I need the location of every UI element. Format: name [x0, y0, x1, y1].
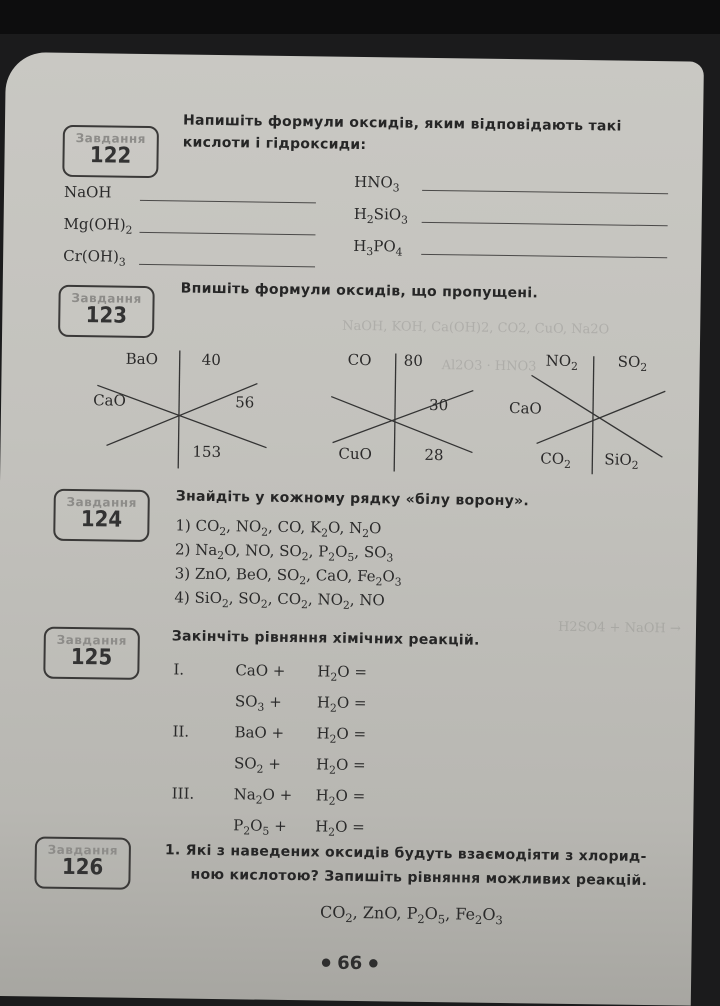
- cross-1-right: 56: [235, 393, 255, 412]
- cross-2-right: 30: [428, 395, 449, 415]
- equation-reactant: BaO +: [234, 723, 285, 742]
- roman-numeral: III.: [171, 784, 195, 803]
- equation-reactant: $SO_3$ +: [234, 692, 282, 714]
- oxide-row: 3) ZnO, BeO, $SO_2$, CaO, $Fe_2O_3$: [174, 564, 402, 589]
- show-through-text: Al2O3 · HNO3: [441, 358, 537, 375]
- cross-3-top-right: $SO_2$: [617, 352, 648, 374]
- cross-3-top-left: $NO_2$: [545, 351, 579, 374]
- cross-2-bottom-left: CuO: [338, 444, 372, 464]
- answer-line[interactable]: [422, 190, 668, 194]
- task-124-title: Знайдіть у кожному рядку «білу ворону».: [175, 488, 530, 510]
- answer-line[interactable]: [139, 232, 315, 235]
- equation-reactant: $Na_2O$ +: [233, 785, 293, 807]
- acid-formula: $HNO_3$: [354, 172, 400, 195]
- textbook-page: [0, 52, 704, 1006]
- cross-2-bottom-right: 28: [424, 445, 444, 465]
- cross-1-bottom-right: 153: [192, 442, 222, 462]
- cross-3-diagonal-line: [537, 389, 666, 445]
- base-formula: NaOH: [63, 182, 112, 202]
- equation-reactant: $P_2O_5$ +: [233, 816, 287, 838]
- task-126-oxides: $CO_2$, ZnO, $P_2O_5$, $Fe_2O_3$: [319, 902, 503, 928]
- cross-2-top-right: 80: [403, 351, 423, 370]
- task-badge-124: Завдання 124: [53, 489, 150, 542]
- page-number: ● 66 ●: [321, 952, 379, 975]
- equation-water: $H_2O$ =: [315, 786, 366, 808]
- task-badge-125: Завдання 125: [43, 627, 140, 680]
- roman-numeral: II.: [172, 722, 190, 741]
- task-125-title: Закінчіть рівняння хімічних реакцій.: [171, 628, 480, 649]
- cross-3-vertical-line: [592, 356, 594, 474]
- cross-1-top-left: BaO: [125, 349, 159, 369]
- oxide-row: 4) SiO$_2$, $SO_2$, $CO_2$, $NO_2$, NO: [174, 588, 385, 612]
- answer-line[interactable]: [139, 264, 315, 267]
- oxide-row: 1) $CO_2$, $NO_2$, CO, $K_2O$, $N_2O$: [175, 516, 382, 541]
- cross-3-bottom-left: $CO_2$: [540, 449, 572, 471]
- task-badge-122: Завдання 122: [62, 125, 159, 178]
- equation-reactant: CaO +: [235, 661, 286, 680]
- cross-3-bottom-right: SiO$_2$: [604, 450, 639, 472]
- cross-1-vertical-line: [178, 350, 180, 468]
- equation-water: $H_2O$ =: [315, 755, 366, 777]
- answer-line[interactable]: [140, 200, 316, 203]
- page-number-dot-right: ●: [368, 956, 379, 970]
- base-formula: $Mg(OH)_2$: [63, 214, 133, 237]
- equation-water: $H_2O$ =: [317, 662, 368, 684]
- cross-3-diagonal-line: [530, 375, 663, 457]
- dark-top-bar: [0, 0, 720, 34]
- answer-line[interactable]: [421, 254, 667, 258]
- cross-2-top-left: CO: [347, 350, 372, 370]
- page-number-dot-left: ●: [321, 955, 332, 969]
- answer-line[interactable]: [422, 222, 668, 226]
- task-123-title: Впишіть формули оксидів, що пропущені.: [180, 280, 539, 302]
- show-through-text: H2SO4 + NaOH →: [557, 619, 681, 637]
- equation-water: $H_2O$ =: [316, 724, 367, 746]
- task-badge-126: Завдання 126: [34, 836, 131, 889]
- oxide-row: 2) $Na_2O$, NO, $SO_2$, $P_2O_5$, $SO_3$: [174, 540, 394, 565]
- task-122-title-line1: Напишіть формули оксидів, яким відповідають такі: [182, 112, 622, 135]
- task-126-line2: ною кислотою? Запишіть рівняння можливих реакцій.: [190, 866, 648, 890]
- equation-water: $H_2O$ =: [315, 817, 365, 839]
- cross-1-top-right: 40: [201, 350, 221, 370]
- equation-reactant: $SO_2$ +: [233, 754, 282, 776]
- acid-formula: $H_2SiO_3$: [353, 204, 409, 227]
- task-126-line1: 1. Які з наведених оксидів будуть взаємодіяти з хлорид-: [164, 842, 647, 866]
- task-122-title-line2: кислоти і гідроксиди:: [182, 134, 367, 154]
- show-through-text: NaOH, KOH, Ca(OH)2, CO2, CuO, Na2O: [342, 318, 610, 338]
- cross-1-diagonal-line: [107, 381, 258, 447]
- base-formula: $Cr(OH)_3$: [63, 246, 126, 269]
- equation-water: $H_2O$ =: [316, 693, 367, 715]
- acid-formula: $H_3PO_4$: [353, 236, 403, 259]
- cross-1-left: CaO: [93, 391, 126, 410]
- roman-numeral: I.: [173, 660, 185, 679]
- cross-3-left: CaO: [508, 399, 542, 418]
- cross-2-diagonal-line: [333, 389, 474, 445]
- cross-2-vertical-line: [394, 353, 396, 471]
- task-badge-123: Завдання 123: [58, 285, 155, 338]
